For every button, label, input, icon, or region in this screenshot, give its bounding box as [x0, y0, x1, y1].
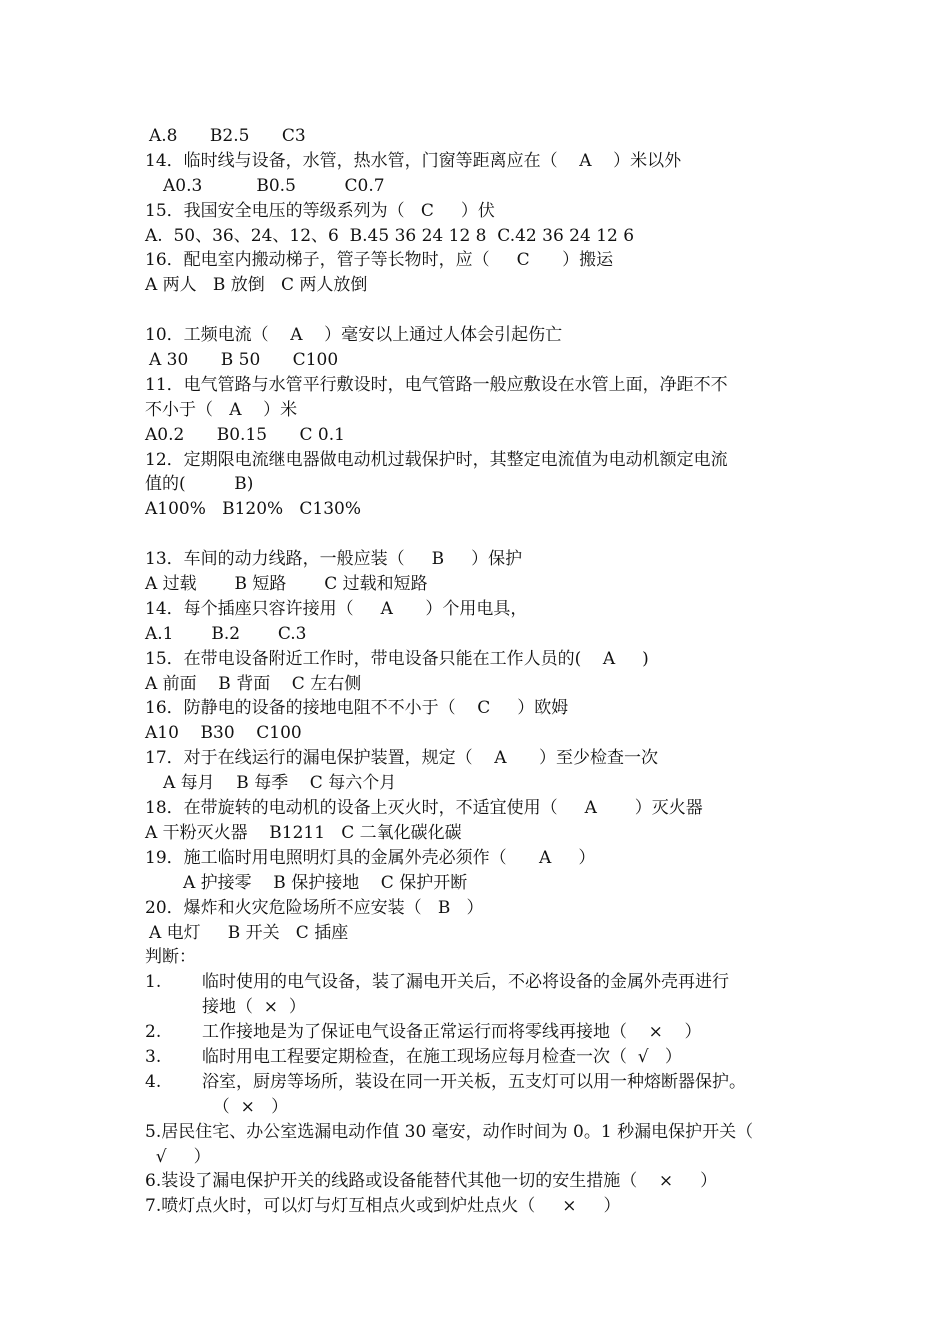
judgment-number: 2. — [145, 1022, 162, 1043]
question-14a: 14．临时线与设备，水管，热水管，门窗等距离应在（ A ）米以外 — [145, 150, 682, 171]
question-12: 12．定期限电流继电器做电动机过载保护时，其整定电流值为电动机额定电流 — [145, 449, 728, 470]
document-page — [145, 124, 825, 1219]
question-16a: 16．配电室内搬动梯子，管子等长物时，应（ C ）搬运 — [145, 250, 614, 271]
options-line: A0.3 B0.5 C0.7 — [163, 175, 385, 196]
judgment-6: 6.装设了漏电保护开关的线路或设备能替代其他一切的安生措施（ × ） — [145, 1171, 718, 1192]
judgment-1 — [145, 970, 825, 995]
judgment-text: 临时使用的电气设备，装了漏电开关后，不必将设备的金属外壳再进行 — [202, 972, 729, 993]
options-line: A 干粉灭火器 B1211 C 二氧化碳化碳 — [145, 822, 462, 843]
judgment-3 — [145, 1045, 825, 1070]
text-line: A.8 B2.5 C3 — [149, 126, 306, 146]
options-line: A 护接零 B 保护接地 C 保护开断 — [183, 872, 468, 893]
section-heading-judgment: 判断： — [145, 947, 196, 968]
question-11: 11．电气管路与水管平行敷设时，电气管路一般应敷设在水管上面，净距不不 — [145, 374, 728, 395]
question-12-cont: 值的( B) — [145, 474, 254, 495]
question-13: 13．车间的动力线路，一般应装（ B ）保护 — [145, 549, 523, 570]
judgment-text: 浴室，厨房等场所，装设在同一开关板，五支灯可以用一种熔断器保护。 — [202, 1071, 746, 1092]
question-14b: 14．每个插座只容许接用（ A ）个用电具， — [145, 598, 528, 619]
judgment-text: 临时用电工程要定期检查，在施工现场应每月检查一次（ √ ） — [202, 1046, 682, 1067]
question-10: 10．工频电流（ A ）毫安以上通过人体会引起伤亡 — [145, 325, 563, 346]
question-16b: 16．防静电的设备的接地电阻不不小于（ C ）欧姆 — [145, 698, 569, 719]
options-line: A 30 B 50 C100 — [149, 350, 339, 371]
question-17: 17．对于在线运行的漏电保护装置，规定（ A ）至少检查一次 — [145, 748, 658, 769]
question-20: 20．爆炸和火灾危险场所不应安装（ B ） — [145, 897, 484, 918]
options-line: A 两人 B 放倒 C 两人放倒 — [145, 275, 368, 296]
question-15b: 15．在带电设备附近工作时，带电设备只能在工作人员的( A ) — [145, 648, 649, 669]
judgment-7: 7.喷灯点火时，可以灯与灯互相点火或到炉灶点火（ × ） — [145, 1196, 621, 1217]
question-11-cont: 不小于（ A ）米 — [145, 399, 298, 420]
judgment-4 — [145, 1070, 825, 1095]
options-line: A10 B30 C100 — [145, 723, 302, 744]
options-line: A0.2 B0.15 C 0.1 — [145, 424, 345, 445]
judgment-number: 4. — [145, 1071, 162, 1092]
judgment-4-cont: （ × ） — [202, 1096, 289, 1117]
judgment-number: 3. — [145, 1046, 162, 1067]
options-line: A 每月 B 每季 C 每六个月 — [163, 773, 397, 794]
options-line: A. 50、36、24、12、6 B.45 36 24 12 8 C.42 36 24 12 6 — [145, 225, 635, 246]
options-line: A 电灯 B 开关 C 插座 — [149, 922, 349, 943]
options-line: A100% B120% C130% — [145, 499, 362, 520]
judgment-number: 1. — [145, 972, 162, 993]
question-15a: 15．我国安全电压的等级系列为（ C ）伏 — [145, 200, 495, 221]
spacer — [145, 522, 825, 547]
options-line: A 前面 B 背面 C 左右侧 — [145, 673, 362, 694]
spacer — [145, 298, 825, 323]
judgment-2 — [145, 1020, 825, 1045]
judgment-5-cont: √ ） — [145, 1146, 211, 1167]
judgment-1-cont: 接地（ × ） — [202, 997, 306, 1018]
judgment-text: 工作接地是为了保证电气设备正常运行而将零线再接地（ × ） — [202, 1022, 702, 1043]
judgment-5: 5.居民住宅、办公室选漏电动作值 30 毫安，动作时间为 0。1 秒漏电保护开关（ — [145, 1121, 754, 1142]
options-line: A 过载 B 短路 C 过载和短路 — [145, 574, 428, 595]
question-19: 19．施工临时用电照明灯具的金属外壳必须作（ A ） — [145, 847, 596, 868]
question-18: 18．在带旋转的电动机的设备上灭火时，不适宜使用（ A ）灭火器 — [145, 798, 703, 819]
options-line: A.1 B.2 C.3 — [145, 623, 307, 644]
